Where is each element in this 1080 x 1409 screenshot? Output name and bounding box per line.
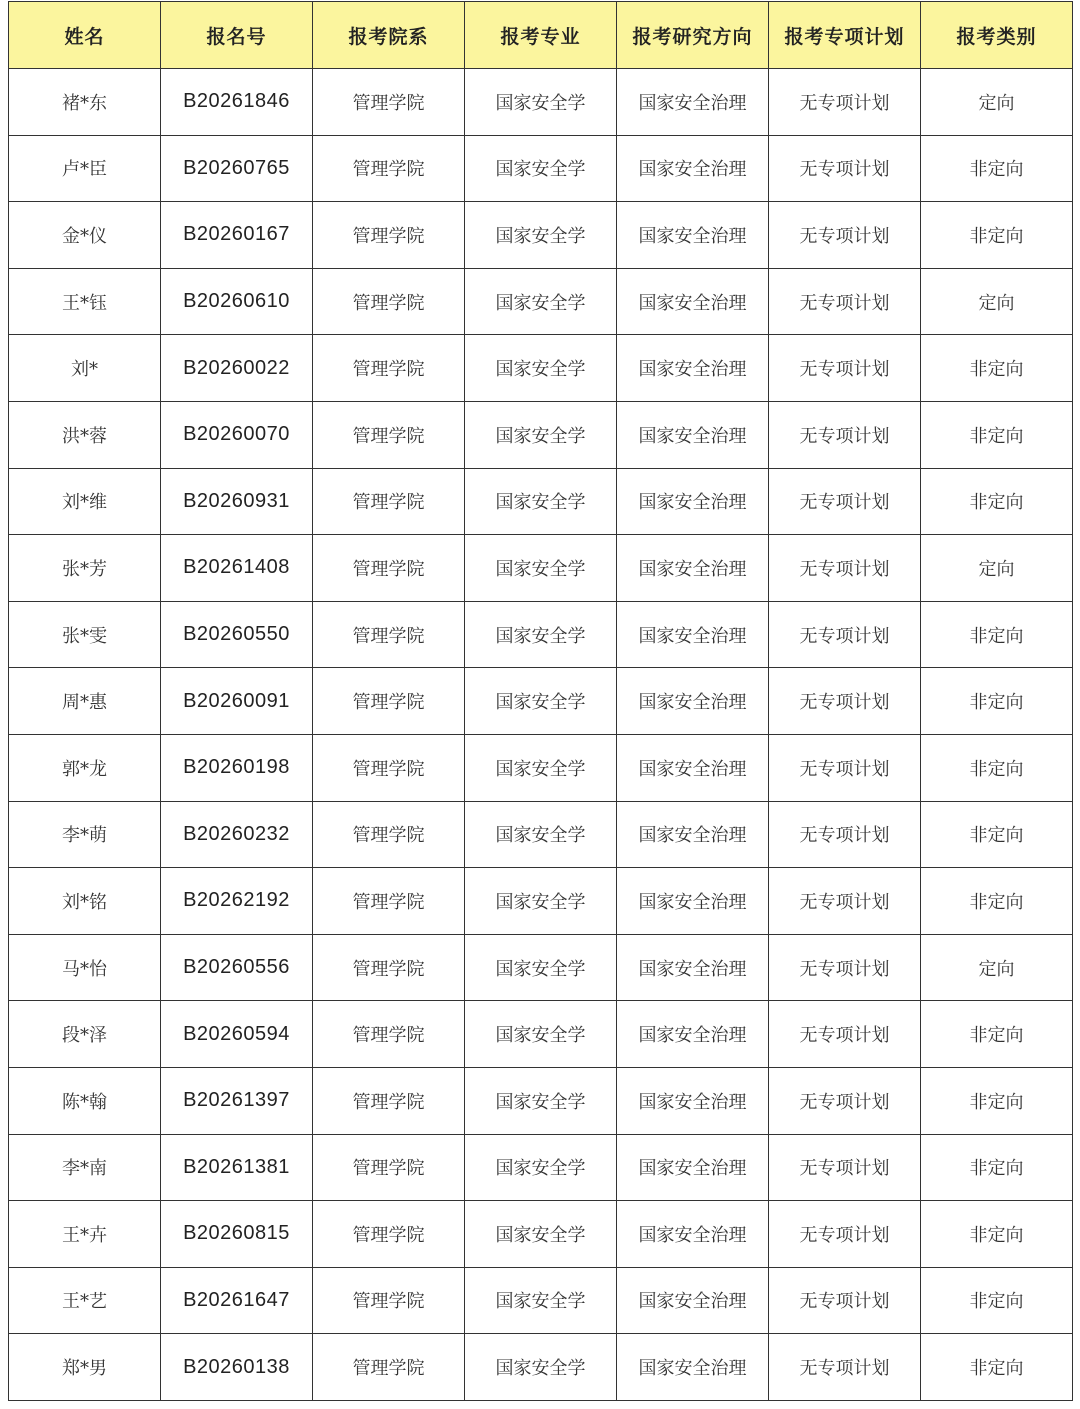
cell-special-plan: 无专项计划 [769,1067,921,1134]
cell-department: 管理学院 [313,535,465,602]
cell-major: 国家安全学 [465,69,617,136]
cell-category: 定向 [921,69,1073,136]
cell-research-direction: 国家安全治理 [617,601,769,668]
cell-name: 马*怡 [9,934,161,1001]
cell-name: 郭*龙 [9,734,161,801]
cell-registration-number: B20260091 [161,668,313,735]
table-row [9,468,1073,535]
cell-special-plan: 无专项计划 [769,268,921,335]
cell-category: 非定向 [921,468,1073,535]
cell-registration-number: B20262192 [161,868,313,935]
cell-category: 非定向 [921,1067,1073,1134]
cell-special-plan: 无专项计划 [769,868,921,935]
cell-major: 国家安全学 [465,1267,617,1334]
cell-registration-number: B20260610 [161,268,313,335]
cell-research-direction: 国家安全治理 [617,268,769,335]
cell-category: 非定向 [921,1334,1073,1401]
cell-name: 王*钰 [9,268,161,335]
cell-name: 郑*男 [9,1334,161,1401]
cell-name: 洪*蓉 [9,401,161,468]
cell-department: 管理学院 [313,401,465,468]
table-row [9,734,1073,801]
table-header [9,2,1073,69]
cell-department: 管理学院 [313,335,465,402]
cell-registration-number: B20261381 [161,1134,313,1201]
cell-department: 管理学院 [313,1067,465,1134]
cell-department: 管理学院 [313,468,465,535]
cell-registration-number: B20260550 [161,601,313,668]
cell-major: 国家安全学 [465,601,617,668]
header-row [9,2,1073,69]
column-header-department: 报考院系 [313,2,465,69]
cell-research-direction: 国家安全治理 [617,468,769,535]
cell-research-direction: 国家安全治理 [617,401,769,468]
cell-special-plan: 无专项计划 [769,1134,921,1201]
cell-special-plan: 无专项计划 [769,668,921,735]
cell-major: 国家安全学 [465,1067,617,1134]
cell-major: 国家安全学 [465,335,617,402]
cell-major: 国家安全学 [465,1201,617,1268]
cell-category: 非定向 [921,668,1073,735]
cell-research-direction: 国家安全治理 [617,934,769,1001]
column-header-category: 报考类别 [921,2,1073,69]
column-header-registration-number: 报名号 [161,2,313,69]
cell-major: 国家安全学 [465,1134,617,1201]
cell-department: 管理学院 [313,1267,465,1334]
admission-list-table [8,1,1073,1401]
cell-research-direction: 国家安全治理 [617,135,769,202]
cell-major: 国家安全学 [465,1001,617,1068]
table-row [9,668,1073,735]
cell-research-direction: 国家安全治理 [617,734,769,801]
cell-special-plan: 无专项计划 [769,468,921,535]
cell-department: 管理学院 [313,69,465,136]
cell-name: 张*芳 [9,535,161,602]
cell-registration-number: B20260765 [161,135,313,202]
table-row [9,1267,1073,1334]
cell-department: 管理学院 [313,1001,465,1068]
cell-category: 非定向 [921,1267,1073,1334]
cell-registration-number: B20260232 [161,801,313,868]
cell-name: 王*艺 [9,1267,161,1334]
cell-special-plan: 无专项计划 [769,335,921,402]
cell-name: 金*仪 [9,202,161,269]
cell-registration-number: B20260167 [161,202,313,269]
cell-special-plan: 无专项计划 [769,1334,921,1401]
cell-research-direction: 国家安全治理 [617,801,769,868]
cell-category: 非定向 [921,1201,1073,1268]
table-row [9,135,1073,202]
cell-research-direction: 国家安全治理 [617,202,769,269]
cell-special-plan: 无专项计划 [769,135,921,202]
cell-major: 国家安全学 [465,668,617,735]
cell-research-direction: 国家安全治理 [617,535,769,602]
cell-department: 管理学院 [313,801,465,868]
cell-special-plan: 无专项计划 [769,535,921,602]
cell-major: 国家安全学 [465,202,617,269]
cell-category: 非定向 [921,1134,1073,1201]
cell-department: 管理学院 [313,668,465,735]
table-body [9,69,1073,1401]
cell-department: 管理学院 [313,202,465,269]
table-row [9,868,1073,935]
cell-department: 管理学院 [313,601,465,668]
cell-name: 张*雯 [9,601,161,668]
cell-major: 国家安全学 [465,268,617,335]
cell-category: 定向 [921,934,1073,1001]
cell-special-plan: 无专项计划 [769,801,921,868]
cell-research-direction: 国家安全治理 [617,1001,769,1068]
cell-special-plan: 无专项计划 [769,401,921,468]
cell-department: 管理学院 [313,268,465,335]
cell-department: 管理学院 [313,734,465,801]
cell-registration-number: B20260556 [161,934,313,1001]
column-header-research-direction: 报考研究方向 [617,2,769,69]
table-row [9,268,1073,335]
cell-registration-number: B20260815 [161,1201,313,1268]
cell-department: 管理学院 [313,135,465,202]
table-row [9,601,1073,668]
cell-category: 定向 [921,268,1073,335]
cell-category: 非定向 [921,401,1073,468]
cell-registration-number: B20260070 [161,401,313,468]
cell-registration-number: B20261846 [161,69,313,136]
cell-registration-number: B20261408 [161,535,313,602]
cell-research-direction: 国家安全治理 [617,868,769,935]
cell-category: 非定向 [921,135,1073,202]
table-row [9,934,1073,1001]
cell-special-plan: 无专项计划 [769,69,921,136]
cell-department: 管理学院 [313,934,465,1001]
cell-department: 管理学院 [313,1201,465,1268]
cell-registration-number: B20260022 [161,335,313,402]
cell-major: 国家安全学 [465,801,617,868]
cell-special-plan: 无专项计划 [769,1267,921,1334]
cell-research-direction: 国家安全治理 [617,1334,769,1401]
cell-research-direction: 国家安全治理 [617,1201,769,1268]
cell-special-plan: 无专项计划 [769,1001,921,1068]
cell-special-plan: 无专项计划 [769,934,921,1001]
cell-research-direction: 国家安全治理 [617,335,769,402]
cell-registration-number: B20260931 [161,468,313,535]
table-row [9,1334,1073,1401]
cell-registration-number: B20261397 [161,1067,313,1134]
cell-department: 管理学院 [313,1334,465,1401]
table-row [9,1067,1073,1134]
cell-category: 非定向 [921,202,1073,269]
cell-major: 国家安全学 [465,1334,617,1401]
cell-name: 李*萌 [9,801,161,868]
cell-major: 国家安全学 [465,934,617,1001]
cell-name: 褚*东 [9,69,161,136]
cell-name: 周*惠 [9,668,161,735]
cell-category: 定向 [921,535,1073,602]
cell-category: 非定向 [921,868,1073,935]
cell-registration-number: B20261647 [161,1267,313,1334]
cell-department: 管理学院 [313,868,465,935]
cell-major: 国家安全学 [465,135,617,202]
cell-research-direction: 国家安全治理 [617,1067,769,1134]
cell-research-direction: 国家安全治理 [617,1267,769,1334]
cell-special-plan: 无专项计划 [769,202,921,269]
column-header-name: 姓名 [9,2,161,69]
table-row [9,801,1073,868]
cell-special-plan: 无专项计划 [769,1201,921,1268]
cell-research-direction: 国家安全治理 [617,69,769,136]
cell-registration-number: B20260594 [161,1001,313,1068]
cell-category: 非定向 [921,1001,1073,1068]
cell-name: 李*南 [9,1134,161,1201]
table-row [9,202,1073,269]
cell-category: 非定向 [921,801,1073,868]
table-row [9,69,1073,136]
table-row [9,335,1073,402]
cell-major: 国家安全学 [465,401,617,468]
cell-research-direction: 国家安全治理 [617,1134,769,1201]
cell-name: 刘* [9,335,161,402]
cell-category: 非定向 [921,335,1073,402]
cell-registration-number: B20260138 [161,1334,313,1401]
cell-research-direction: 国家安全治理 [617,668,769,735]
cell-name: 卢*臣 [9,135,161,202]
cell-special-plan: 无专项计划 [769,734,921,801]
cell-major: 国家安全学 [465,868,617,935]
column-header-major: 报考专业 [465,2,617,69]
table-row [9,535,1073,602]
cell-special-plan: 无专项计划 [769,601,921,668]
table-row [9,1134,1073,1201]
column-header-special-plan: 报考专项计划 [769,2,921,69]
cell-name: 段*泽 [9,1001,161,1068]
table-row [9,401,1073,468]
table-row [9,1001,1073,1068]
cell-category: 非定向 [921,601,1073,668]
cell-name: 王*卉 [9,1201,161,1268]
cell-registration-number: B20260198 [161,734,313,801]
cell-name: 陈*翰 [9,1067,161,1134]
cell-category: 非定向 [921,734,1073,801]
table-row [9,1201,1073,1268]
cell-name: 刘*维 [9,468,161,535]
cell-department: 管理学院 [313,1134,465,1201]
cell-name: 刘*铭 [9,868,161,935]
cell-major: 国家安全学 [465,535,617,602]
cell-major: 国家安全学 [465,734,617,801]
cell-major: 国家安全学 [465,468,617,535]
